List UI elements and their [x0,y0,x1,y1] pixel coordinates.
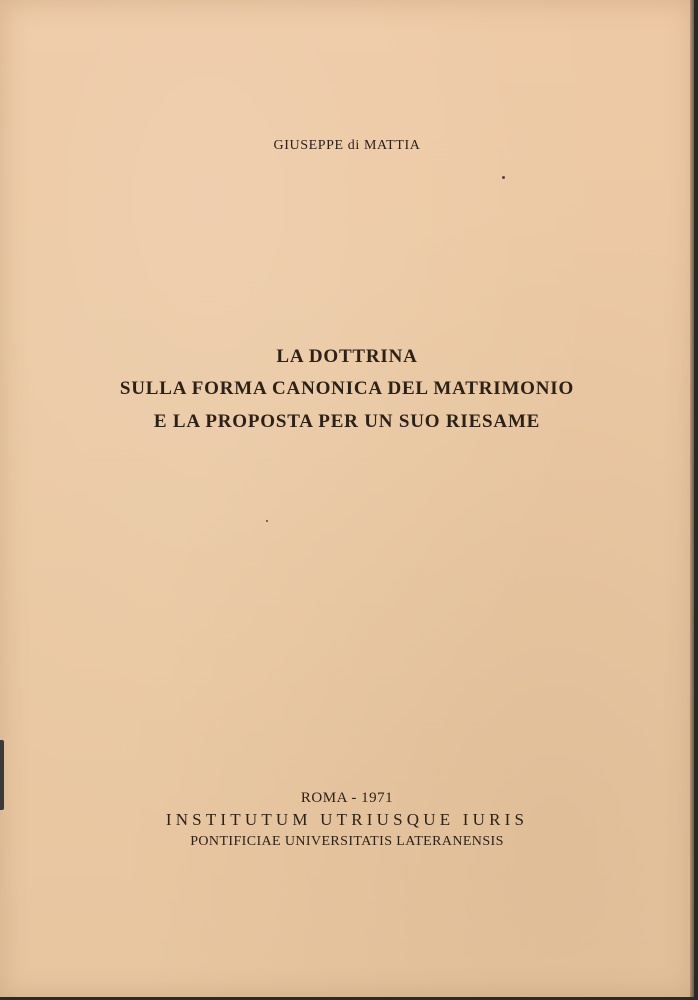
place-year: ROMA - 1971 [300,790,394,806]
institute-name: INSTITUTUM UTRIUSQUE IURIS [165,810,529,829]
title-line-1: LA DOTTRINA [276,346,418,367]
university-name: PONTIFICIAE UNIVERSITATIS LATERANENSIS [190,834,504,849]
paper-speck [266,520,268,522]
author-name: GIUSEPPE di MATTIA [273,138,421,153]
paper-speck [502,176,505,179]
title-line-3: E LA PROPOSTA PER UN SUO RIESAME [153,411,541,432]
title-line-2: SULLA FORMA CANONICA DEL MATRIMONIO [119,378,575,399]
